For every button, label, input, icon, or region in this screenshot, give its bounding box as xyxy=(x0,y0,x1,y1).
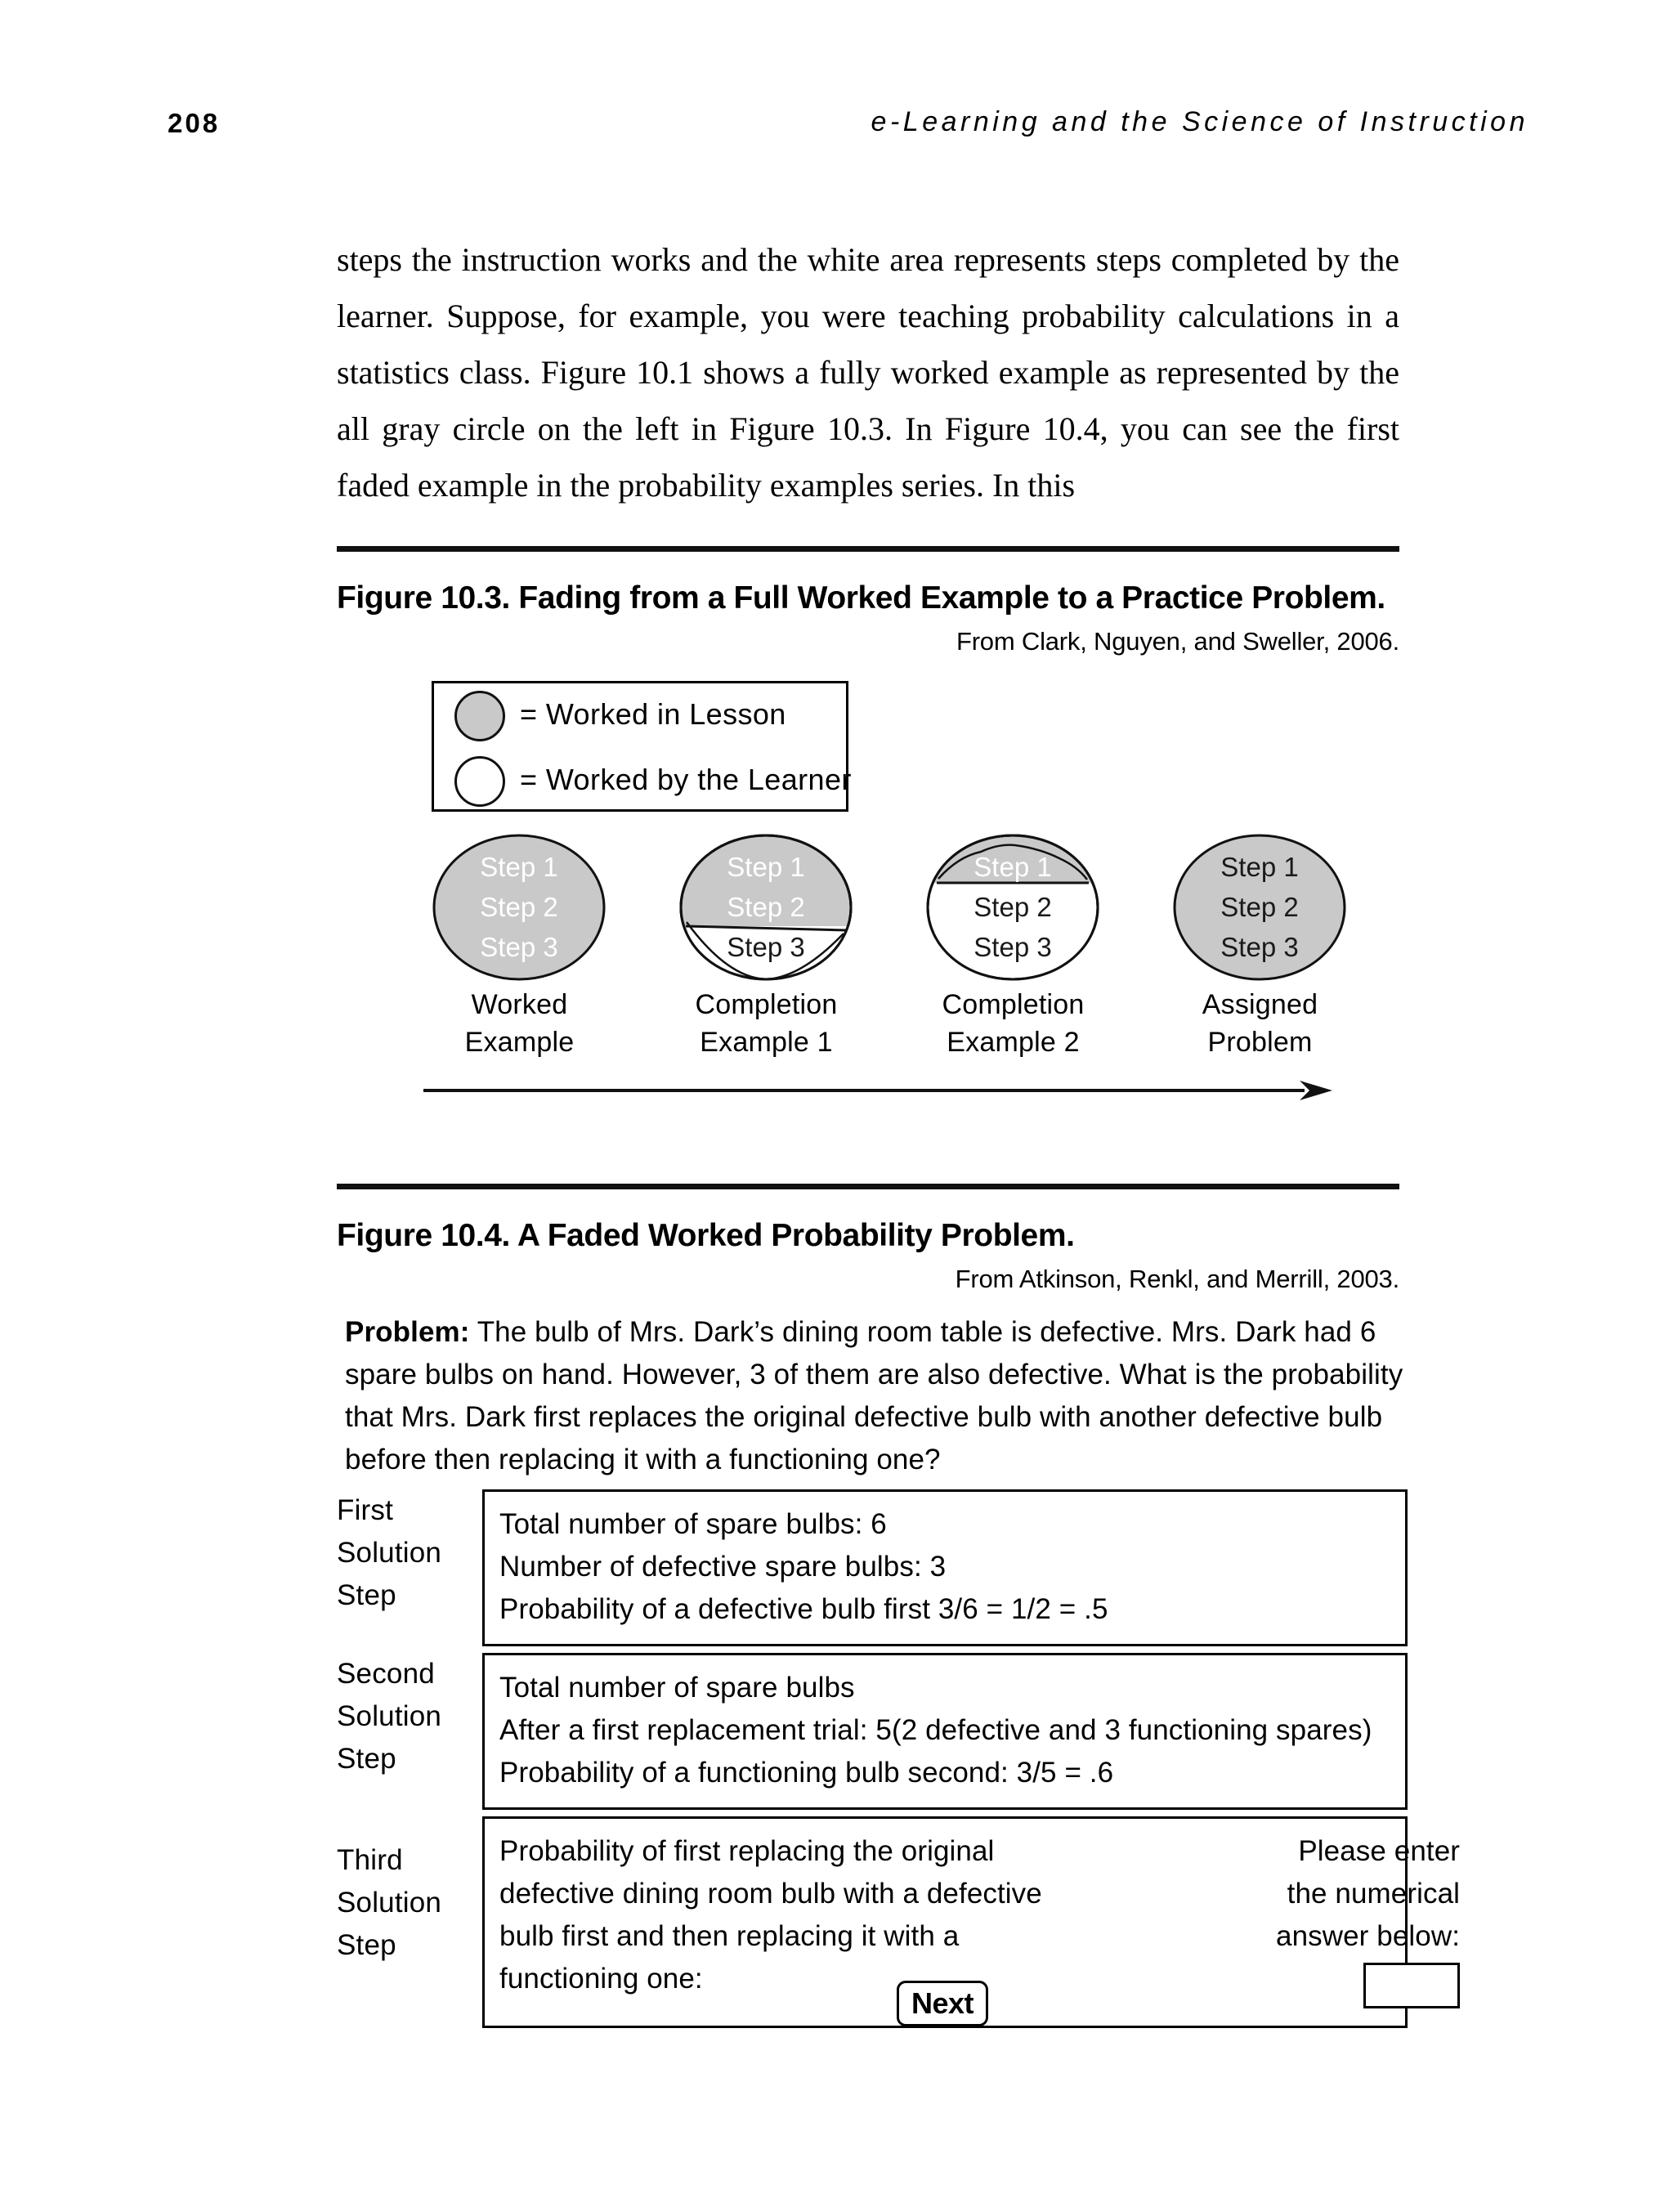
circle2-step1: Step 1 xyxy=(727,852,805,882)
first-solution-step-label xyxy=(337,1489,476,1617)
answer-prompt-line-2: the numerical xyxy=(1287,1878,1461,1910)
third-label-line2: Solution xyxy=(337,1887,442,1919)
first-step-line-2: Number of defective spare bulbs: 3 xyxy=(499,1551,947,1583)
third-step-line-1: Probability of first replacing the original xyxy=(499,1835,995,1867)
circle1-caption xyxy=(432,986,607,1061)
circle1-caption-line1: Worked xyxy=(471,989,568,1020)
figure-10-3-legend xyxy=(432,681,852,812)
second-solution-step-label xyxy=(337,1653,476,1780)
legend-label-worked-in-lesson: = Worked in Lesson xyxy=(520,697,786,731)
figure-10-4-caption: Figure 10.4. A Faded Worked Probability Problem. xyxy=(337,1218,1075,1253)
circle1-caption-line2: Example xyxy=(464,1027,575,1058)
first-label-line1: First xyxy=(337,1494,394,1526)
assigned-problem-circle-icon xyxy=(1172,834,1348,981)
figure-10-4-top-rule xyxy=(337,1184,1399,1189)
second-solution-step-box xyxy=(482,1653,1408,1810)
circle3-caption-line1: Completion xyxy=(942,989,1085,1020)
circle2-caption-line1: Completion xyxy=(695,989,838,1020)
third-solution-step-label xyxy=(337,1839,476,1967)
progression-arrow-icon xyxy=(423,1077,1339,1110)
figure-10-3-top-rule xyxy=(337,546,1399,552)
diagram-circle-completion-example-1 xyxy=(678,834,854,1061)
circle4-caption xyxy=(1172,986,1348,1061)
circle2-caption-line2: Example 1 xyxy=(700,1027,833,1058)
circle1-step3: Step 3 xyxy=(480,932,558,962)
third-label-line3: Step xyxy=(337,1929,396,1961)
second-step-line-2: After a first replacement trial: 5(2 defective and 3 functioning spares) xyxy=(499,1714,1372,1746)
figure-10-3-source: From Clark, Nguyen, and Sweller, 2006. xyxy=(956,627,1399,656)
fading-sequence-diagram xyxy=(432,834,1347,1087)
circle2-step3: Step 3 xyxy=(727,932,805,962)
completion-example-2-circle-icon xyxy=(925,834,1101,981)
next-button[interactable]: Next xyxy=(897,1981,988,2026)
circle3-caption xyxy=(925,986,1101,1061)
circle4-step2: Step 2 xyxy=(1220,892,1299,922)
legend-row-worked-by-learner xyxy=(434,749,852,814)
figure-10-3-caption: Figure 10.3. Fading from a Full Worked Example to a Practice Problem. xyxy=(337,580,1385,616)
circle1-step1: Step 1 xyxy=(480,852,558,882)
first-solution-step-box xyxy=(482,1489,1408,1646)
first-step-line-1: Total number of spare bulbs: 6 xyxy=(499,1508,887,1540)
diagram-circle-worked-example xyxy=(432,834,607,1061)
answer-prompt-line-1: Please enter xyxy=(1298,1835,1461,1867)
page-header xyxy=(0,106,1674,155)
circle3-step2: Step 2 xyxy=(974,892,1052,922)
answer-input[interactable] xyxy=(1363,1963,1460,2008)
circle3-step1: Step 1 xyxy=(974,852,1052,882)
problem-statement xyxy=(345,1311,1408,1481)
white-circle-icon xyxy=(454,756,505,807)
third-step-line-2: defective dining room bulb with a defective xyxy=(499,1878,1042,1910)
gray-circle-icon xyxy=(454,691,505,741)
circle4-step1: Step 1 xyxy=(1220,852,1299,882)
first-label-line3: Step xyxy=(337,1579,396,1611)
second-step-line-3: Probability of a functioning bulb second: 3/5 = .6 xyxy=(499,1757,1114,1789)
circle1-step2: Step 2 xyxy=(480,892,558,922)
third-step-line-4: functioning one: xyxy=(499,1963,703,1995)
first-step-line-3: Probability of a defective bulb first 3/6 = 1/2 = .5 xyxy=(499,1593,1108,1625)
circle4-caption-line1: Assigned xyxy=(1202,989,1318,1020)
body-paragraph-text: steps the instruction works and the white area represents steps completed by the learner. Suppose, for example, you were teaching probability calculations in a statistics class. Figure 10.1 shows a fully worked example as represented by the all gray circle on the left in Figure 10.3. In Figure 10.4, you can see the first faded example in the probability examples series. In this xyxy=(337,241,1399,504)
answer-prompt-line-3: answer below: xyxy=(1276,1920,1461,1952)
second-label-line3: Step xyxy=(337,1743,396,1775)
second-step-line-1: Total number of spare bulbs xyxy=(499,1672,855,1704)
legend-row-worked-in-lesson xyxy=(434,683,846,749)
second-label-line2: Solution xyxy=(337,1700,442,1732)
circle4-step3: Step 3 xyxy=(1220,932,1299,962)
circle3-caption-line2: Example 2 xyxy=(947,1027,1080,1058)
first-label-line2: Solution xyxy=(337,1537,442,1569)
third-label-line1: Third xyxy=(337,1844,403,1876)
circle4-caption-line2: Problem xyxy=(1207,1027,1313,1058)
page-number: 208 xyxy=(168,108,221,138)
figure-10-4-source: From Atkinson, Renkl, and Merrill, 2003. xyxy=(955,1265,1399,1293)
circle3-step3: Step 3 xyxy=(974,932,1052,962)
diagram-circle-assigned-problem xyxy=(1172,834,1348,1061)
running-head: e-Learning and the Science of Instruction xyxy=(871,106,1529,137)
completion-example-1-circle-icon xyxy=(678,834,854,981)
answer-prompt xyxy=(1276,1830,1473,2013)
problem-label: Problem: xyxy=(345,1316,470,1348)
legend-label-worked-by-learner: = Worked by the Learner xyxy=(520,763,852,796)
second-label-line1: Second xyxy=(337,1658,435,1690)
body-paragraph xyxy=(337,231,1399,513)
third-step-question xyxy=(499,1830,1276,2013)
third-step-line-3: bulb first and then replacing it with a xyxy=(499,1920,960,1952)
worked-example-circle-icon xyxy=(432,834,607,981)
circle2-step2: Step 2 xyxy=(727,892,805,922)
circle2-caption xyxy=(678,986,854,1061)
diagram-circle-completion-example-2 xyxy=(925,834,1101,1061)
problem-body: The bulb of Mrs. Dark’s dining room table is defective. Mrs. Dark had 6 spare bulbs on hand. However, 3 of them are also defective. What is the probability that Mrs. Dark first replaces the original defective bulb with another defective bulb before then replacing it with a functioning one? xyxy=(345,1316,1403,1475)
